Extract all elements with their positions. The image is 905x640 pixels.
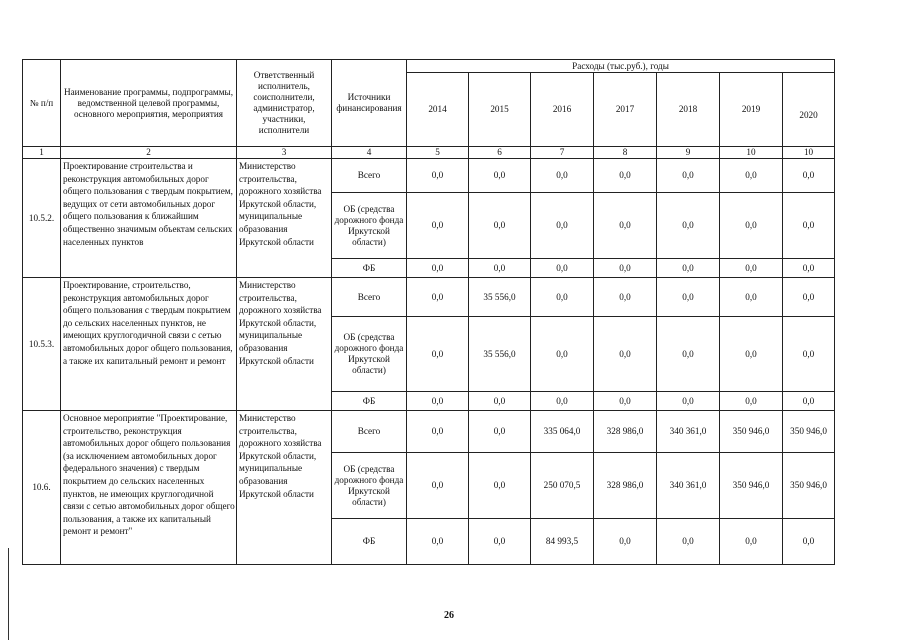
value-cell: 0,0 [783, 193, 835, 259]
row-name: Проектирование, строительство, реконструкция автомобильных дорог общего пользования с твердым покрытием до сельских населенных пунктов, не имеющих круглогодичной связи с сетью автомобильных дорог общего пользования, а также их капитальный ремонт и ремонт [61, 278, 237, 411]
value-cell: 0,0 [469, 159, 531, 193]
value-cell: 0,0 [657, 278, 720, 317]
value-cell: 0,0 [531, 392, 594, 411]
value-cell: 0,0 [407, 259, 469, 278]
value-cell: 0,0 [407, 411, 469, 453]
value-cell: 0,0 [594, 392, 657, 411]
table-row [23, 278, 835, 317]
value-cell: 0,0 [594, 159, 657, 193]
source-cell: ФБ [332, 259, 407, 278]
header-year: 2019 [720, 73, 783, 147]
value-cell: 0,0 [594, 259, 657, 278]
source-cell: ОБ (средства дорожного фонда Иркутской области) [332, 317, 407, 392]
value-cell: 0,0 [469, 259, 531, 278]
row-responsible: Министерство строительства, дорожного хозяйства Иркутской области, муниципальные образования Иркутской области [237, 278, 332, 411]
value-cell: 0,0 [783, 519, 835, 565]
scan-margin-line [8, 548, 9, 640]
header-year: 2020 [783, 73, 835, 147]
row-responsible: Министерство строительства, дорожного хозяйства Иркутской области, муниципальные образования Иркутской области [237, 411, 332, 565]
value-cell: 0,0 [657, 193, 720, 259]
column-number: 1 [23, 147, 61, 159]
value-cell: 0,0 [720, 317, 783, 392]
value-cell: 0,0 [531, 159, 594, 193]
value-cell: 350 946,0 [720, 453, 783, 519]
value-cell: 0,0 [531, 193, 594, 259]
value-cell: 35 556,0 [469, 317, 531, 392]
value-cell: 0,0 [657, 392, 720, 411]
value-cell: 0,0 [407, 159, 469, 193]
row-number: 10.5.2. [23, 159, 61, 278]
column-number: 8 [594, 147, 657, 159]
value-cell: 84 993,5 [531, 519, 594, 565]
value-cell: 0,0 [407, 392, 469, 411]
source-cell: ФБ [332, 519, 407, 565]
table-row [23, 159, 835, 193]
source-cell: Всего [332, 411, 407, 453]
value-cell: 335 064,0 [531, 411, 594, 453]
value-cell: 0,0 [720, 159, 783, 193]
expenses-table [22, 59, 835, 565]
source-cell: ОБ (средства дорожного фонда Иркутской области) [332, 453, 407, 519]
value-cell: 0,0 [594, 519, 657, 565]
header-year: 2017 [594, 73, 657, 147]
header-year: 2018 [657, 73, 720, 147]
value-cell: 0,0 [407, 317, 469, 392]
value-cell: 0,0 [720, 259, 783, 278]
value-cell: 0,0 [594, 193, 657, 259]
row-number: 10.6. [23, 411, 61, 565]
value-cell: 0,0 [469, 453, 531, 519]
column-number: 6 [469, 147, 531, 159]
value-cell: 35 556,0 [469, 278, 531, 317]
value-cell: 0,0 [783, 159, 835, 193]
value-cell: 0,0 [531, 317, 594, 392]
value-cell: 328 986,0 [594, 453, 657, 519]
value-cell: 0,0 [783, 278, 835, 317]
value-cell: 0,0 [720, 392, 783, 411]
column-number: 2 [61, 147, 237, 159]
value-cell: 0,0 [407, 519, 469, 565]
value-cell: 0,0 [657, 259, 720, 278]
column-number: 10 [783, 147, 835, 159]
header-expenses: Расходы (тыс.руб.), годы [407, 60, 835, 73]
value-cell: 0,0 [531, 278, 594, 317]
row-name: Проектирование строительства и реконструкция автомобильных дорог общего пользования с твердым покрытием, ведущих от сети автомобильных дорог общего пользования к ближайшим общественно значимым объектам сельских населенных пунктов [61, 159, 237, 278]
value-cell: 340 361,0 [657, 411, 720, 453]
value-cell: 350 946,0 [720, 411, 783, 453]
column-number: 7 [531, 147, 594, 159]
source-cell: Всего [332, 278, 407, 317]
value-cell: 0,0 [469, 392, 531, 411]
value-cell: 0,0 [531, 259, 594, 278]
value-cell: 0,0 [657, 317, 720, 392]
source-cell: ОБ (средства дорожного фонда Иркутской области) [332, 193, 407, 259]
header-source: Источники финансирования [332, 60, 407, 147]
header-name: Наименование программы, подпрограммы, ведомственной целевой программы, основного мероприятия, мероприятия [61, 60, 237, 147]
value-cell: 0,0 [407, 453, 469, 519]
value-cell: 0,0 [720, 519, 783, 565]
value-cell: 340 361,0 [657, 453, 720, 519]
row-name: Основное мероприятие "Проектирование, строительство, реконструкция автомобильных дорог общего пользования (за исключением автомобильных дорог федерального значения) с твердым покрытием до сельских населенных пунктов, не имеющих круглогодичной связи с сетью автомобильных дорог общего пользования, а также их капитальный ремонт и ремонт" [61, 411, 237, 565]
column-number: 5 [407, 147, 469, 159]
value-cell: 0,0 [469, 411, 531, 453]
column-number: 10 [720, 147, 783, 159]
header-num: № п/п [23, 60, 61, 147]
value-cell: 0,0 [407, 278, 469, 317]
header-responsible: Ответственный исполнитель, соисполнители, администратор, участники, исполнители [237, 60, 332, 147]
value-cell: 0,0 [469, 519, 531, 565]
column-number: 9 [657, 147, 720, 159]
row-responsible: Министерство строительства, дорожного хозяйства Иркутской области, муниципальные образования Иркутской области [237, 159, 332, 278]
value-cell: 0,0 [469, 193, 531, 259]
value-cell: 0,0 [594, 278, 657, 317]
column-number: 3 [237, 147, 332, 159]
source-cell: ФБ [332, 392, 407, 411]
value-cell: 350 946,0 [783, 453, 835, 519]
value-cell: 0,0 [783, 392, 835, 411]
value-cell: 0,0 [720, 278, 783, 317]
value-cell: 0,0 [720, 193, 783, 259]
value-cell: 0,0 [594, 317, 657, 392]
header-year: 2014 [407, 73, 469, 147]
table-row [23, 411, 835, 453]
value-cell: 350 946,0 [783, 411, 835, 453]
page-number: 26 [444, 610, 454, 621]
header-year: 2016 [531, 73, 594, 147]
value-cell: 0,0 [657, 519, 720, 565]
column-number: 4 [332, 147, 407, 159]
value-cell: 328 986,0 [594, 411, 657, 453]
header-year: 2015 [469, 73, 531, 147]
value-cell: 0,0 [657, 159, 720, 193]
value-cell: 0,0 [783, 317, 835, 392]
table-body [23, 60, 835, 565]
source-cell: Всего [332, 159, 407, 193]
value-cell: 250 070,5 [531, 453, 594, 519]
value-cell: 0,0 [407, 193, 469, 259]
row-number: 10.5.3. [23, 278, 61, 411]
column-numbers-row [23, 147, 835, 159]
value-cell: 0,0 [783, 259, 835, 278]
